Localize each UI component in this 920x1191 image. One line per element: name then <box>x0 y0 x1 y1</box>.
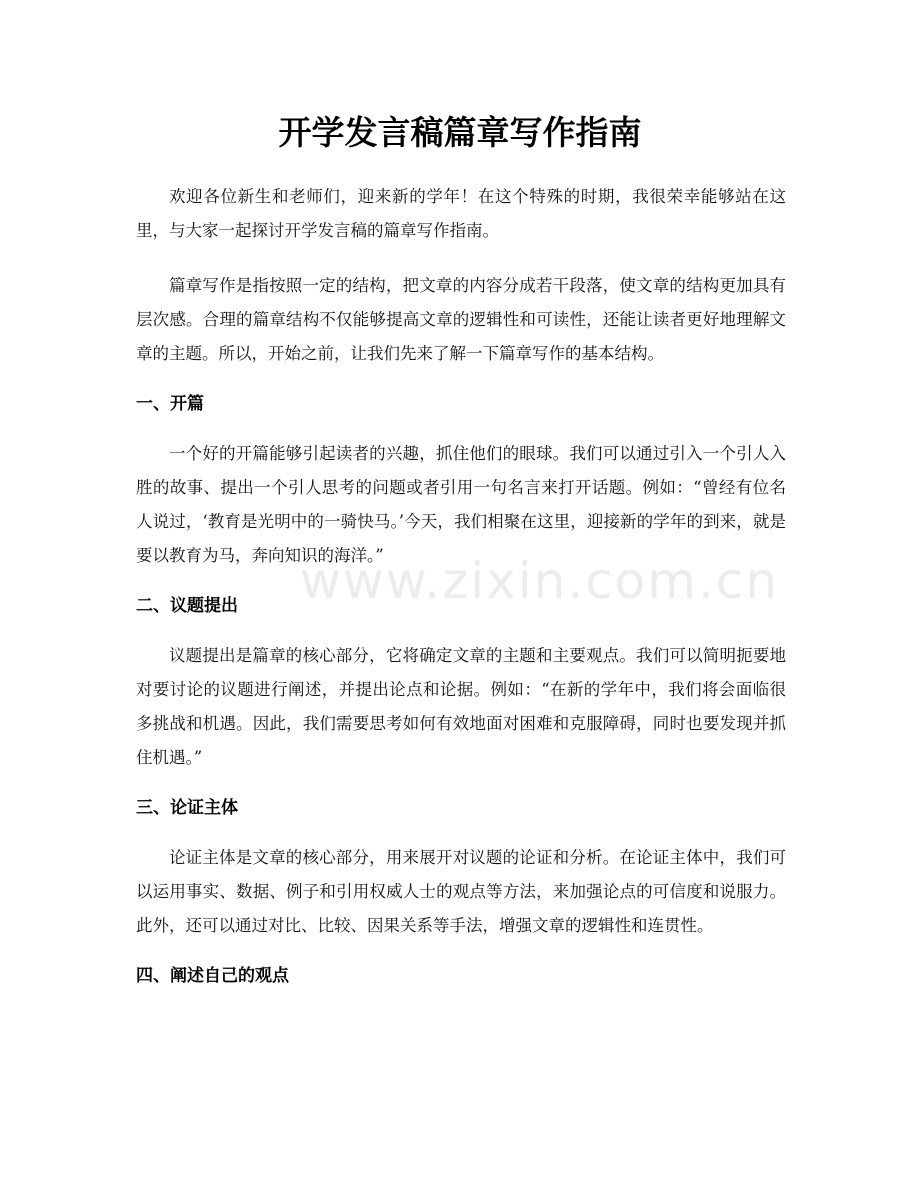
section-heading-argument: 三、论证主体 <box>136 798 238 818</box>
watermark: www.zixin.com.cn <box>300 552 780 610</box>
section-paragraph-argument: 论证主体是文章的核心部分，用来展开对议题的论证和分析。在论证主体中，我们可以运用事实、数据、例子和引用权威人士的观点等方法，来加强论点的可信度和说服力。此外，还可以通过对比、比较、因果关系等手法，增强文章的逻辑性和连贯性。 <box>136 848 786 935</box>
section-paragraph-opening: 一个好的开篇能够引起读者的兴趣，抓住他们的眼球。我们可以通过引入一个引人入胜的故事、提出一个引人思考的问题或者引用一句名言来打开话题。例如：“曾经有位名人说过，‘教育是光明中的一骑快马。’今天，我们相聚在这里，迎接新的学年的到来，就是要以教育为马，奔向知识的海洋。” <box>136 444 786 565</box>
intro-paragraph-1: 欢迎各位新生和老师们，迎来新的学年！在这个特殊的时期，我很荣幸能够站在这里，与大家一起探讨开学发言稿的篇章写作指南。 <box>136 187 786 240</box>
intro-paragraph-2: 篇章写作是指按照一定的结构，把文章的内容分成若干段落，使文章的结构更加具有层次感。合理的篇章结构不仅能够提高文章的逻辑性和可读性，还能让读者更好地理解文章的主题。所以，开始之前，让我们先来了解一下篇章写作的基本结构。 <box>136 276 786 363</box>
section-paragraph-topic: 议题提出是篇章的核心部分，它将确定文章的主题和主要观点。我们可以简明扼要地对要讨论的议题进行阐述，并提出论点和论据。例如：“在新的学年中，我们将会面临很多挑战和机遇。因此，我们需要思考如何有效地面对困难和克服障碍，同时也要发现并抓住机遇。” <box>136 646 786 767</box>
section-heading-opening: 一、开篇 <box>136 394 204 414</box>
document-body <box>136 180 786 1009</box>
page-title: 开学发言稿篇章写作指南 <box>278 113 642 152</box>
section-heading-viewpoint: 四、阐述自己的观点 <box>136 966 289 986</box>
section-heading-topic: 二、议题提出 <box>136 596 238 616</box>
